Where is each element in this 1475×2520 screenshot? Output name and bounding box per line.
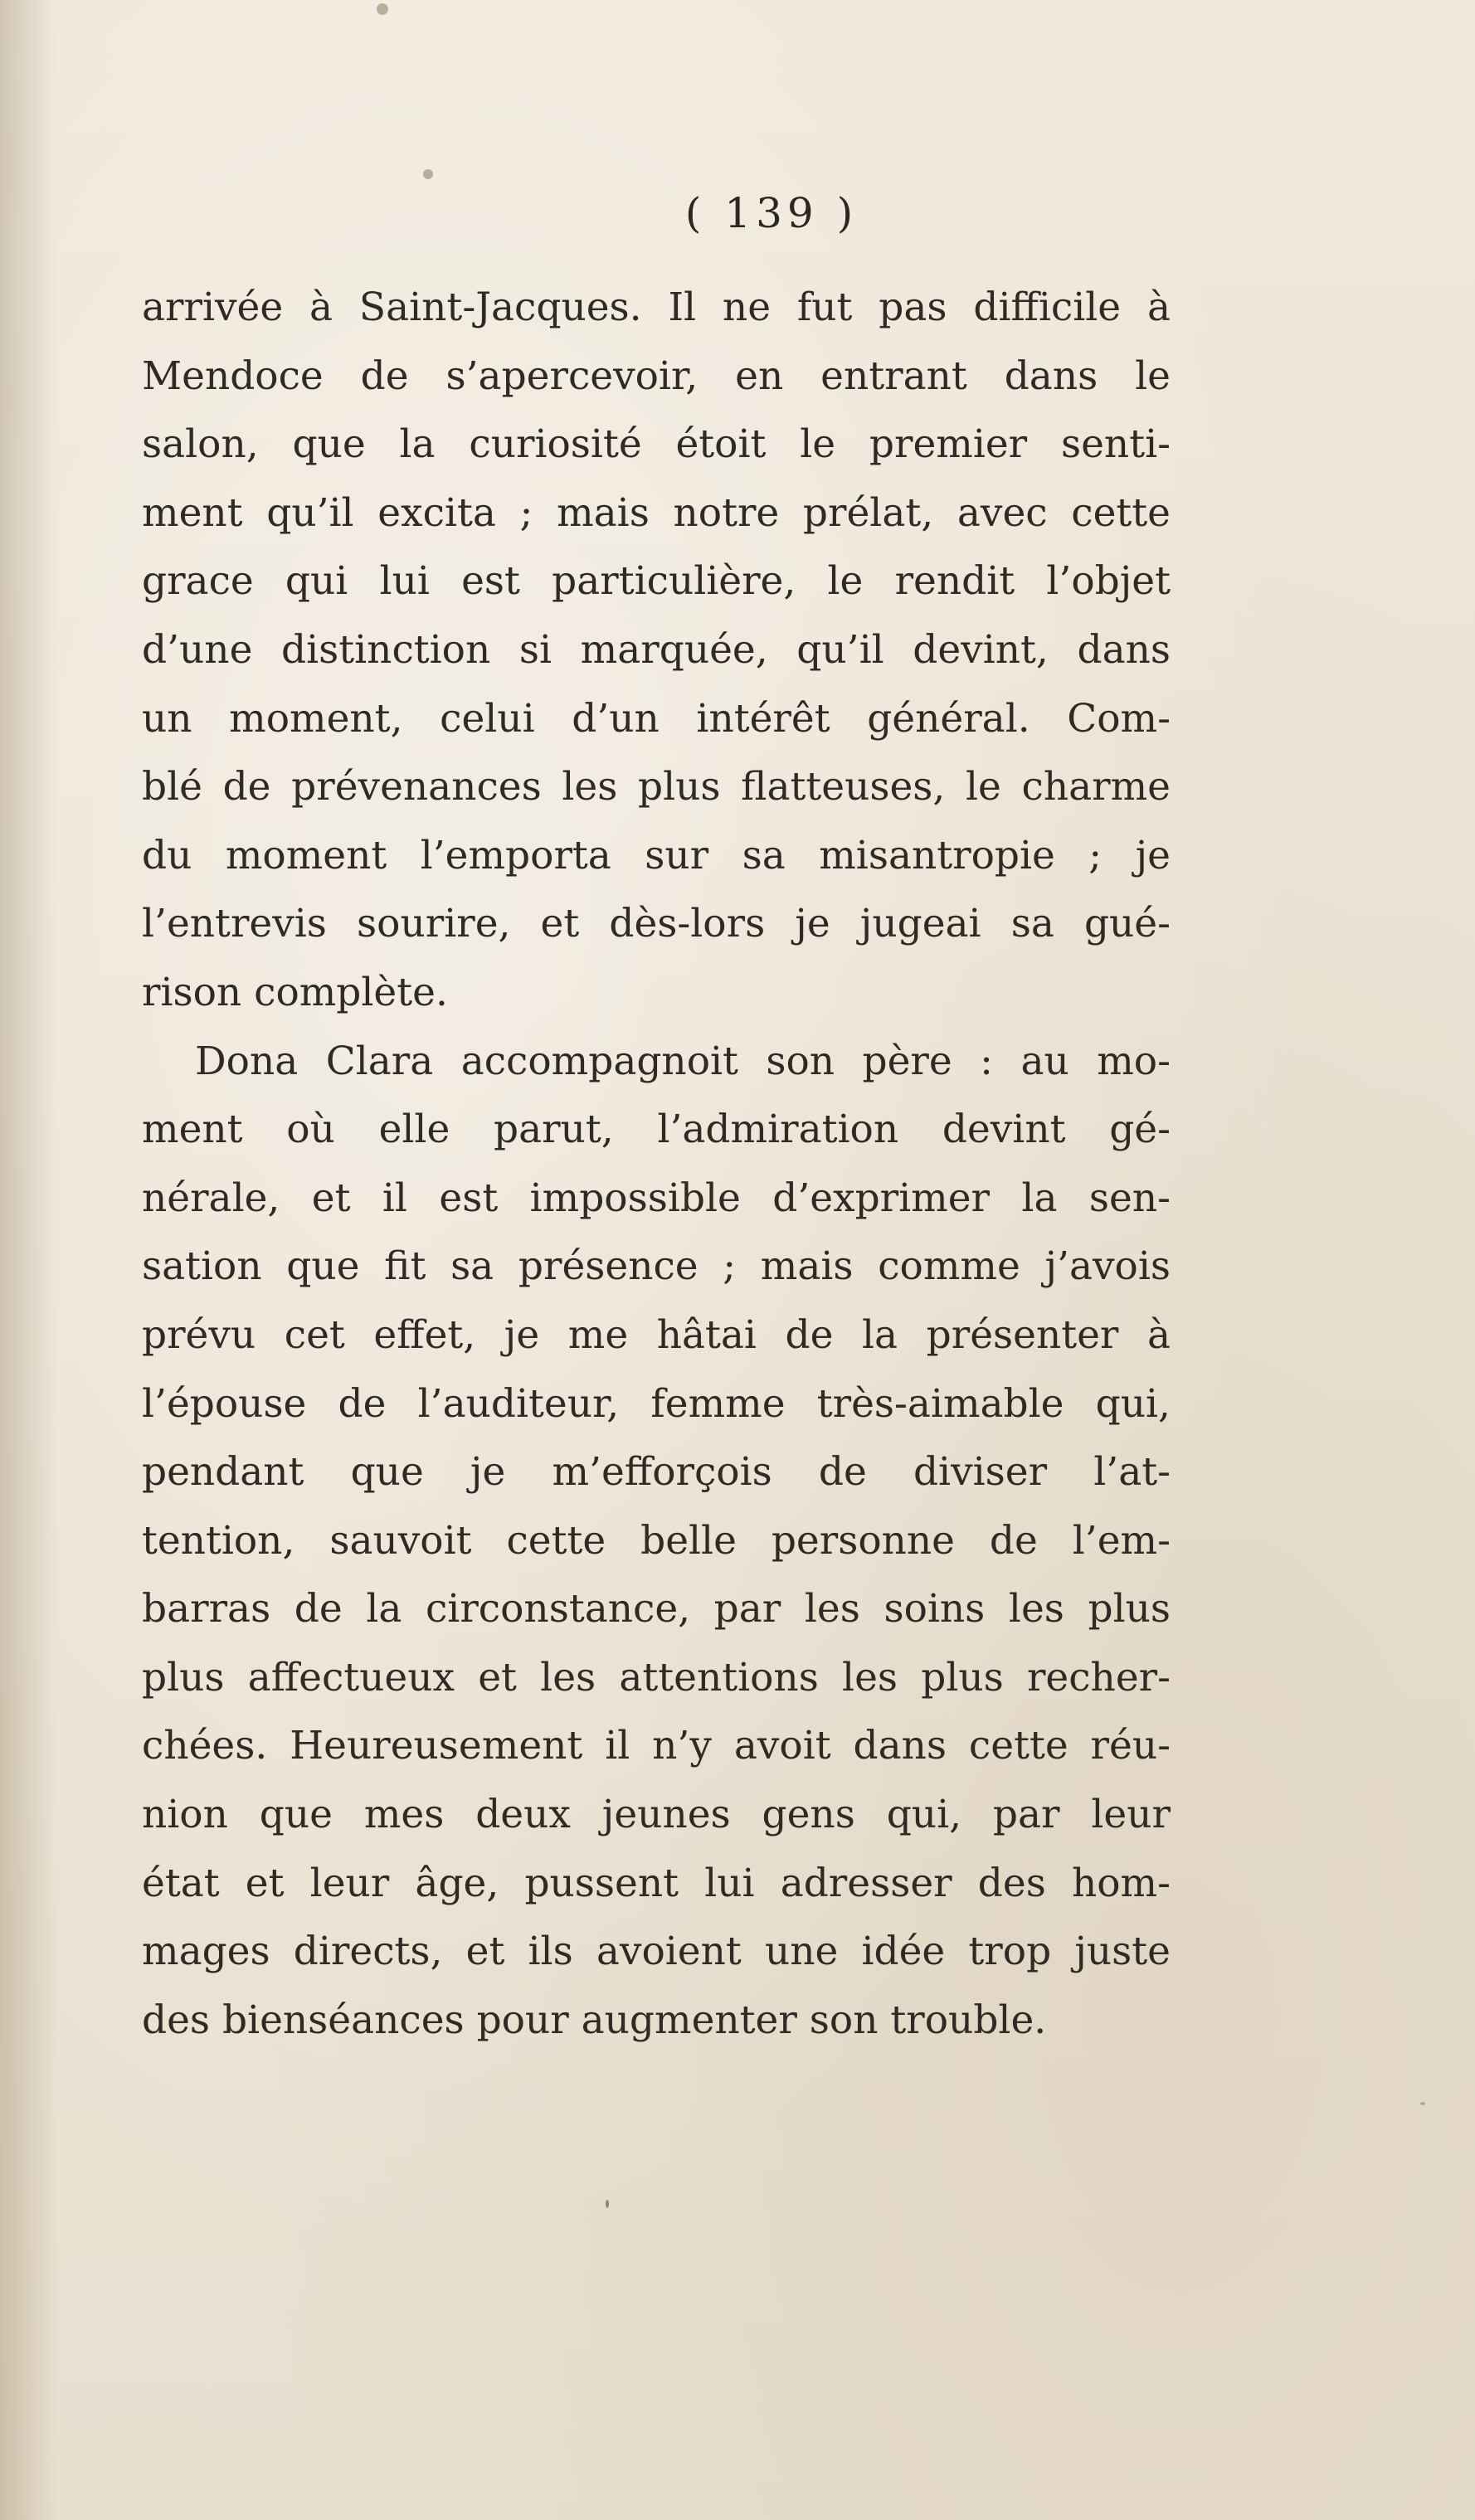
text-line: tention, sauvoit cette belle personne de l’em- — [142, 1517, 1171, 1564]
text-line: prévu cet effet, je me hâtai de la présenter à — [142, 1311, 1171, 1358]
text-line: grace qui lui est particulière, le rendit l’objet — [142, 558, 1171, 605]
body-text — [142, 274, 1171, 2055]
text-line: du moment l’emporta sur sa misantropie ; je — [142, 832, 1171, 878]
text-line: d’une distinction si marquée, qu’il devint, dans — [142, 626, 1171, 673]
text-line: ment où elle parut, l’admiration devint gé- — [142, 1107, 1171, 1153]
text-line: rison complète. — [142, 969, 448, 1015]
text-line: barras de la circonstance, par les soins les plus — [142, 1586, 1171, 1632]
text-line: chées. Heureusement il n’y avoit dans cette réu- — [142, 1723, 1171, 1769]
text-line: ment qu’il excita ; mais notre prélat, avec cette — [142, 489, 1171, 536]
page-number — [0, 189, 1410, 237]
text-line: des bienséances pour augmenter son trouble. — [142, 1997, 1047, 2043]
text-line: l’épouse de l’auditeur, femme très-aimable qui, — [142, 1380, 1171, 1427]
text-line: salon, que la curiosité étoit le premier senti- — [142, 421, 1171, 468]
paragraph-2 — [142, 1028, 1171, 2055]
text-line: plus affectueux et les attentions les plus recher- — [142, 1654, 1171, 1700]
text-line: l’entrevis sourire, et dès-lors je jugeai sa gué- — [142, 901, 1171, 947]
paper-spot — [1420, 2102, 1425, 2105]
text-line: sation que fit sa présence ; mais comme j’avois — [142, 1243, 1171, 1290]
text-line: nion que mes deux jeunes gens qui, par leur — [142, 1792, 1171, 1838]
text-line: un moment, celui d’un intérêt général. Com- — [142, 695, 1171, 742]
text-line: blé de prévenances les plus flatteuses, le charme — [142, 764, 1171, 810]
text-line: mages directs, et ils avoient une idée trop juste — [142, 1929, 1171, 1975]
paragraph-1 — [142, 274, 1171, 1028]
text-line: arrivée à Saint-Jacques. Il ne fut pas difficile à — [142, 285, 1171, 330]
page-number-text: ( 139 ) — [684, 189, 859, 237]
text-line: Mendoce de s’apercevoir, en entrant dans le — [142, 353, 1171, 399]
paper-spot — [606, 2200, 609, 2208]
text-line: nérale, et il est impossible d’exprimer la sen- — [142, 1175, 1171, 1221]
paper-spot — [377, 3, 388, 15]
text-line: Dona Clara accompagnoit son père : au mo- — [195, 1038, 1171, 1084]
gutter-shadow — [0, 0, 58, 2520]
text-line: pendant que je m’efforçois de diviser l’at- — [142, 1449, 1171, 1496]
text-line: état et leur âge, pussent lui adresser des hom- — [142, 1860, 1171, 1906]
paper-spot — [423, 169, 433, 179]
